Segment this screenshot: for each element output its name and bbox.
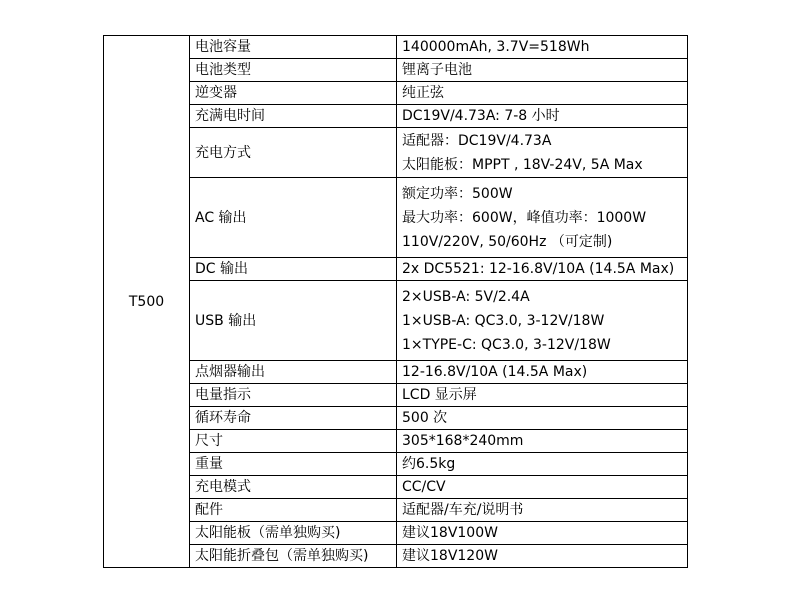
spec-label: 电池容量 xyxy=(190,36,397,59)
spec-value-line: 1×TYPE-C: QC3.0, 3-12V/18W xyxy=(402,336,611,353)
spec-label: 重量 xyxy=(190,453,397,476)
spec-value: CC/CV xyxy=(397,476,688,499)
spec-row xyxy=(104,453,688,476)
spec-label: 太阳能折叠包（需单独购买) xyxy=(190,545,397,568)
spec-label: 逆变器 xyxy=(190,82,397,105)
spec-value: 建议18V100W xyxy=(397,522,688,545)
spec-label: 充电模式 xyxy=(190,476,397,499)
spec-label: USB 输出 xyxy=(190,281,397,361)
spec-value: 305*168*240mm xyxy=(397,430,688,453)
spec-label: 充满电时间 xyxy=(190,105,397,128)
spec-row xyxy=(104,407,688,430)
spec-value-line: 1×USB-A: QC3.0, 3-12V/18W xyxy=(402,312,605,329)
spec-row xyxy=(104,128,688,178)
spec-value-line: 额定功率：500W xyxy=(402,185,513,202)
spec-row xyxy=(104,105,688,128)
spec-value: 500 次 xyxy=(397,407,688,430)
spec-row xyxy=(104,499,688,522)
spec-label: 配件 xyxy=(190,499,397,522)
spec-value: 约6.5kg xyxy=(397,453,688,476)
spec-value: 适配器/车充/说明书 xyxy=(397,499,688,522)
model-cell: T500 xyxy=(104,36,190,568)
spec-row xyxy=(104,59,688,82)
spec-table-body xyxy=(104,36,688,568)
spec-row xyxy=(104,178,688,258)
spec-row xyxy=(104,361,688,384)
spec-value: 锂离子电池 xyxy=(397,59,688,82)
spec-label: 尺寸 xyxy=(190,430,397,453)
spec-value-line: 太阳能板：MPPT , 18V-24V, 5A Max xyxy=(402,156,643,173)
spec-row xyxy=(104,36,688,59)
spec-label: 电池类型 xyxy=(190,59,397,82)
spec-table xyxy=(103,35,688,568)
spec-row xyxy=(104,430,688,453)
spec-row xyxy=(104,258,688,281)
spec-value: 纯正弦 xyxy=(397,82,688,105)
spec-value: 建议18V120W xyxy=(397,545,688,568)
spec-value-line: 2×USB-A: 5V/2.4A xyxy=(402,288,530,305)
spec-row xyxy=(104,545,688,568)
spec-value xyxy=(397,281,688,361)
spec-label: AC 输出 xyxy=(190,178,397,258)
spec-label: 电量指示 xyxy=(190,384,397,407)
spec-value: DC19V/4.73A: 7-8 小时 xyxy=(397,105,688,128)
spec-value xyxy=(397,178,688,258)
spec-value: 2x DC5521: 12-16.8V/10A (14.5A Max) xyxy=(397,258,688,281)
spec-label: DC 输出 xyxy=(190,258,397,281)
spec-value: 12-16.8V/10A (14.5A Max) xyxy=(397,361,688,384)
spec-row xyxy=(104,82,688,105)
spec-label: 点烟器输出 xyxy=(190,361,397,384)
spec-value-line: 110V/220V, 50/60Hz （可定制) xyxy=(402,233,613,250)
spec-value: 140000mAh, 3.7V=518Wh xyxy=(397,36,688,59)
spec-label: 循环寿命 xyxy=(190,407,397,430)
spec-value-line: 适配器：DC19V/4.73A xyxy=(402,132,552,149)
spec-label: 充电方式 xyxy=(190,128,397,178)
spec-value-line: 最大功率：600W，峰值功率：1000W xyxy=(402,209,647,226)
spec-row xyxy=(104,522,688,545)
spec-label: 太阳能板（需单独购买) xyxy=(190,522,397,545)
spec-value xyxy=(397,128,688,178)
spec-row xyxy=(104,384,688,407)
spec-row xyxy=(104,476,688,499)
spec-value: LCD 显示屏 xyxy=(397,384,688,407)
spec-row xyxy=(104,281,688,361)
